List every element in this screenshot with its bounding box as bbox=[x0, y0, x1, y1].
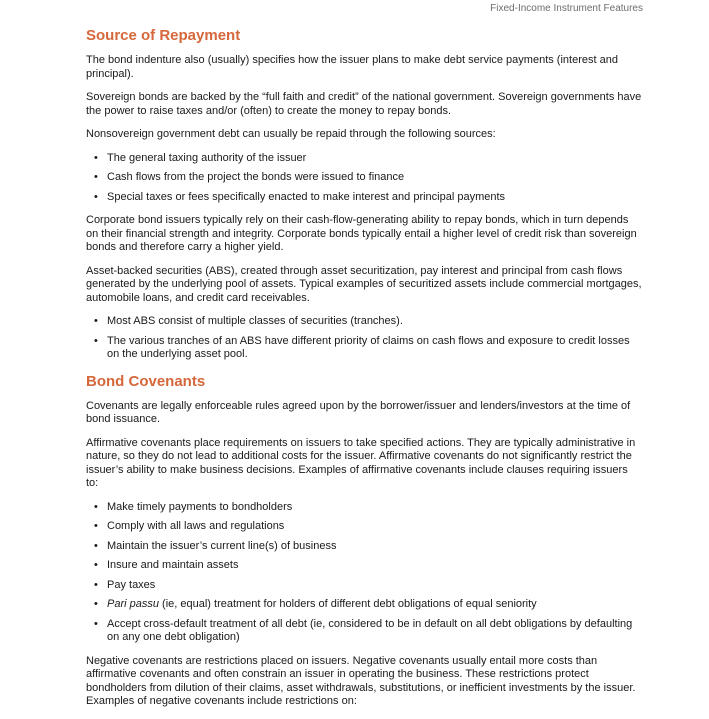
paragraph: Asset-backed securities (ABS), created through asset securitization, pay interest and principal from cash flows generated by the underlying pool of assets. Typical examples of securitized assets include commercial mortgages, automobile loans, and credit card receivables. bbox=[86, 264, 642, 304]
bullet-icon: • bbox=[94, 598, 98, 610]
bond-covenants-section bbox=[86, 372, 642, 709]
bullet-icon: • bbox=[94, 500, 98, 513]
list-item-text: Accept cross-default treatment of all debt (ie, considered to be in default on all debt obligations by defaulting on any one debt obligation) bbox=[107, 617, 633, 643]
bullet-icon: • bbox=[94, 539, 98, 552]
bullet-icon: • bbox=[94, 171, 98, 183]
list-item bbox=[86, 540, 642, 554]
paragraph: Affirmative covenants place requirements on issuers to take specified actions. They are typically administrative in nature, so they do not lead to additional costs for the issuer. Affirmative covenants do not significantly restrict the issuer’s ability to make business decisions. Examples of affirmative covenants include clauses requiring issuers to: bbox=[86, 436, 636, 489]
paragraph: Corporate bond issuers typically rely on their cash-flow-generating ability to repay bonds, which in turn depends on their financial strength and integrity. Corporate bonds typically entail a higher level of credit risk than sovereign bonds and therefore carry a higher yield. bbox=[86, 214, 637, 253]
abs-list bbox=[86, 315, 642, 362]
bullet-icon: • bbox=[94, 520, 98, 532]
list-item-text: Maintain the issuer’s current line(s) of business bbox=[107, 539, 337, 552]
list-item bbox=[86, 618, 642, 645]
bullet-icon: • bbox=[94, 578, 98, 591]
list-item bbox=[86, 579, 642, 593]
list-item-text: Pay taxes bbox=[107, 578, 156, 591]
paragraph: The bond indenture also (usually) specifies how the issuer plans to make debt service payments (interest and principal). bbox=[86, 54, 618, 80]
document-body bbox=[86, 26, 642, 719]
running-header: Fixed-Income Instrument Features bbox=[490, 3, 643, 14]
list-item-text: (ie, equal) treatment for holders of different debt obligations of equal seniority bbox=[158, 598, 537, 610]
repayment-sources-list bbox=[86, 152, 642, 205]
list-item bbox=[86, 559, 642, 573]
list-item bbox=[86, 171, 642, 185]
list-item bbox=[86, 520, 642, 534]
pari-passu-term: Pari passu bbox=[107, 598, 159, 610]
list-item bbox=[86, 501, 642, 515]
list-item bbox=[86, 315, 642, 329]
list-item bbox=[86, 598, 642, 612]
list-item-text: The various tranches of an ABS have different priority of claims on cash flows and exposure to credit losses on the underlying asset pool. bbox=[107, 334, 630, 360]
section-heading-source-of-repayment: Source of Repayment bbox=[86, 27, 241, 44]
bullet-icon: • bbox=[94, 617, 98, 630]
bullet-icon: • bbox=[94, 151, 98, 164]
bullet-icon: • bbox=[94, 190, 98, 203]
paragraph: Covenants are legally enforceable rules agreed upon by the borrower/issuer and lenders/investors at the time of bond issuance. bbox=[86, 399, 631, 425]
section-heading-bond-covenants: Bond Covenants bbox=[86, 372, 206, 390]
list-item bbox=[86, 191, 642, 205]
list-item-text: Make timely payments to bondholders bbox=[107, 500, 293, 513]
paragraph: Sovereign bonds are backed by the “full faith and credit” of the national government. Sovereign governments have the power to raise taxes and/or (often) to create the money to repay bonds. bbox=[86, 91, 642, 117]
source-of-repayment-section bbox=[86, 26, 642, 362]
bullet-icon: • bbox=[94, 559, 98, 571]
bullet-icon: • bbox=[94, 315, 98, 327]
list-item bbox=[86, 152, 642, 166]
paragraph: Nonsovereign government debt can usually be repaid through the following sources: bbox=[86, 128, 496, 140]
list-item-text: Most ABS consist of multiple classes of securities (tranches). bbox=[107, 315, 403, 327]
paragraph: Negative covenants are restrictions placed on issuers. Negative covenants usually entail more costs than affirmative covenants and often constrain an issuer in operating the business. These restrictions protect bondholders from dilution of their claims, asset withdrawals, substitutions, or inefficient investments by the issuer. Examples of negative covenants include restrictions on: bbox=[86, 654, 636, 707]
list-item-text: Cash flows from the project the bonds were issued to finance bbox=[107, 171, 405, 183]
list-item-text: The general taxing authority of the issuer bbox=[107, 151, 307, 164]
list-item-text: Insure and maintain assets bbox=[107, 559, 239, 571]
list-item-text: Comply with all laws and regulations bbox=[107, 520, 285, 532]
list-item bbox=[86, 335, 642, 362]
affirmative-covenants-list bbox=[86, 501, 642, 645]
bullet-icon: • bbox=[94, 334, 98, 347]
list-item-text: Special taxes or fees specifically enacted to make interest and principal payments bbox=[107, 190, 506, 203]
